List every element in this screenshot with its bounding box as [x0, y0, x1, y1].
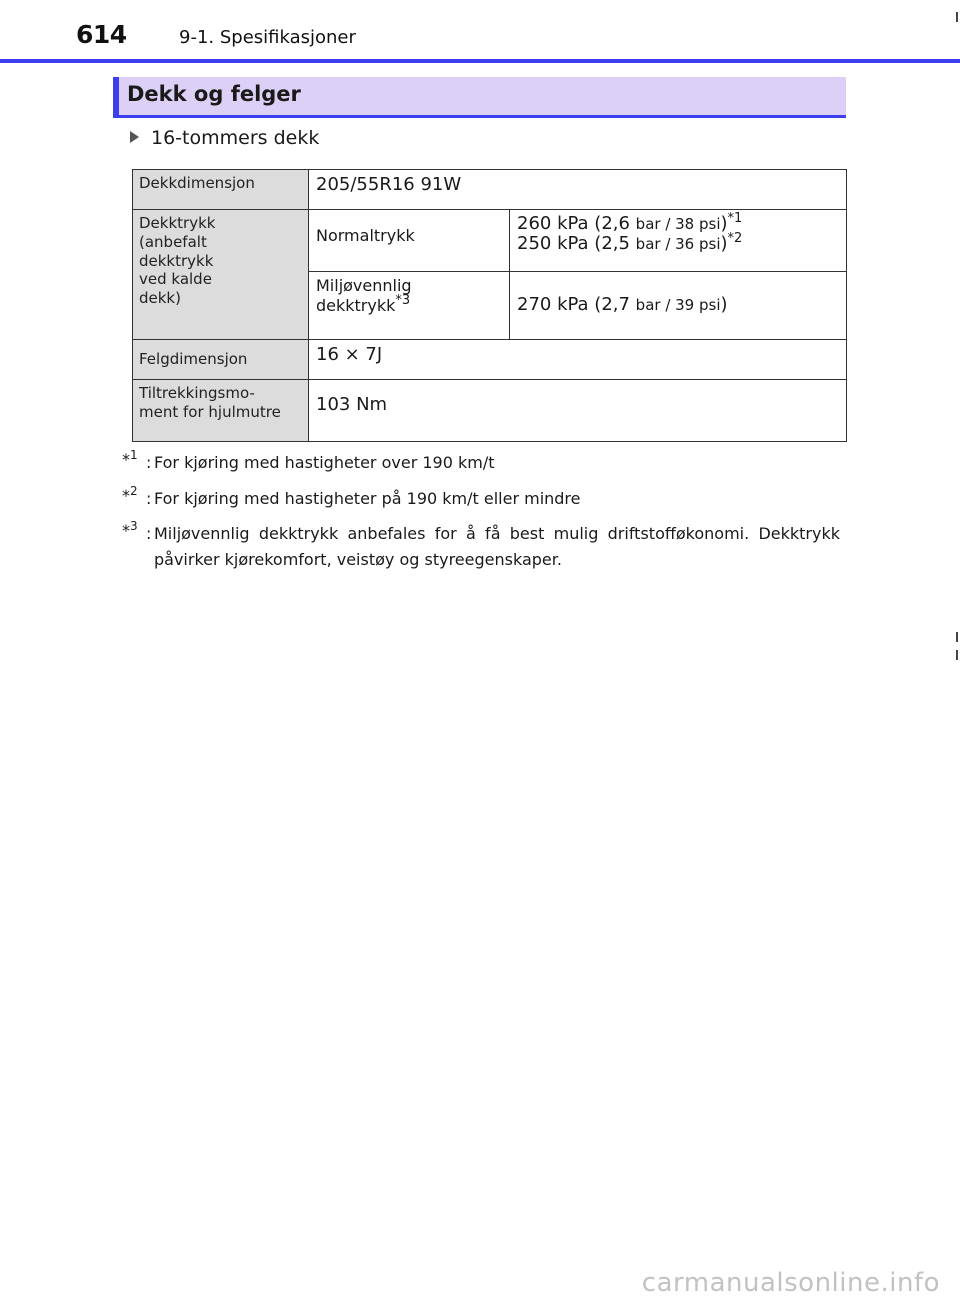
footnote-ref-3: *3	[395, 293, 411, 308]
eco-pressure-value: 270 kPa (2,7 bar / 39 psi)	[510, 272, 847, 340]
rim-size-value: 16 × 7J	[309, 340, 847, 380]
footnotes	[120, 450, 840, 582]
subheading	[130, 127, 319, 149]
footnote: *$^3$ : Miljøvennlig dekktrykk anbefales for å få best mulig driftstofføkonomi. Dekktrykk påvirker kjørekomfort, veistøy og styreegenskaper.	[120, 521, 840, 572]
spec-table	[132, 169, 847, 442]
tire-size-value: 205/55R16 91W	[309, 170, 847, 210]
footnote-marker: *$^1$	[122, 448, 138, 469]
footnote-text: Miljøvennlig dekktrykk anbefales for å få best mulig driftstofføkonomi. Dekktrykk påvirker kjørekomfort, veistøy og styreegenskaper.	[154, 524, 840, 569]
margin-tick	[956, 650, 958, 660]
table-row	[133, 340, 847, 380]
section-heading-bar	[113, 77, 846, 118]
page-number: 614	[76, 20, 127, 49]
eco-pressure-label: Miljøvennlig dekktrykk$^{*3}$	[309, 272, 510, 340]
pressure-value-1: 260 kPa (2,6 bar / 38 psi)$^{*1}$	[517, 211, 743, 234]
table-row	[133, 210, 847, 272]
tire-size-label: Dekkdimensjon	[133, 170, 309, 210]
pressure-label: Dekktrykk (anbefalt dekktrykk ved kalde dekk)	[133, 210, 309, 340]
torque-label: Tiltrekkingsmo- ment for hjulmutre	[133, 380, 309, 442]
heading-accent	[113, 77, 119, 115]
table-row	[133, 170, 847, 210]
page-header	[0, 0, 960, 66]
footnote: *$^2$ : For kjøring med hastigheter på 190 km/t eller mindre	[122, 483, 581, 508]
footnote-marker: *$^3$	[122, 519, 138, 541]
margin-tick	[956, 12, 958, 22]
footnote: *$^1$ : For kjøring med hastigheter over 190 km/t	[122, 448, 495, 472]
header-rule	[0, 59, 960, 63]
section-heading: Dekk og felger	[127, 82, 301, 106]
torque-value: 103 Nm	[309, 380, 847, 442]
triangle-bullet-icon	[130, 131, 139, 143]
footnote-text: For kjøring med hastigheter over 190 km/t	[154, 453, 495, 472]
pressure-value-2: 250 kPa (2,5 bar / 36 psi)$^{*2}$	[517, 230, 743, 254]
footnote-ref-1: *1	[727, 211, 743, 226]
footnote-ref-2: *2	[727, 230, 743, 246]
normal-pressure-value	[510, 210, 847, 272]
subheading-text: 16-tommers dekk	[151, 127, 320, 149]
margin-tick	[956, 632, 958, 642]
footnote-marker: *$^2$	[122, 483, 138, 505]
normal-pressure-label: Normaltrykk	[309, 210, 510, 272]
footnote-text: For kjøring med hastigheter på 190 km/t eller mindre	[154, 488, 581, 508]
section-title: 9-1. Spesifikasjoner	[179, 27, 356, 48]
rim-size-label: Felgdimensjon	[133, 340, 309, 380]
watermark[interactable]: carmanualsonline.info	[641, 1268, 940, 1298]
table-row	[133, 380, 847, 442]
